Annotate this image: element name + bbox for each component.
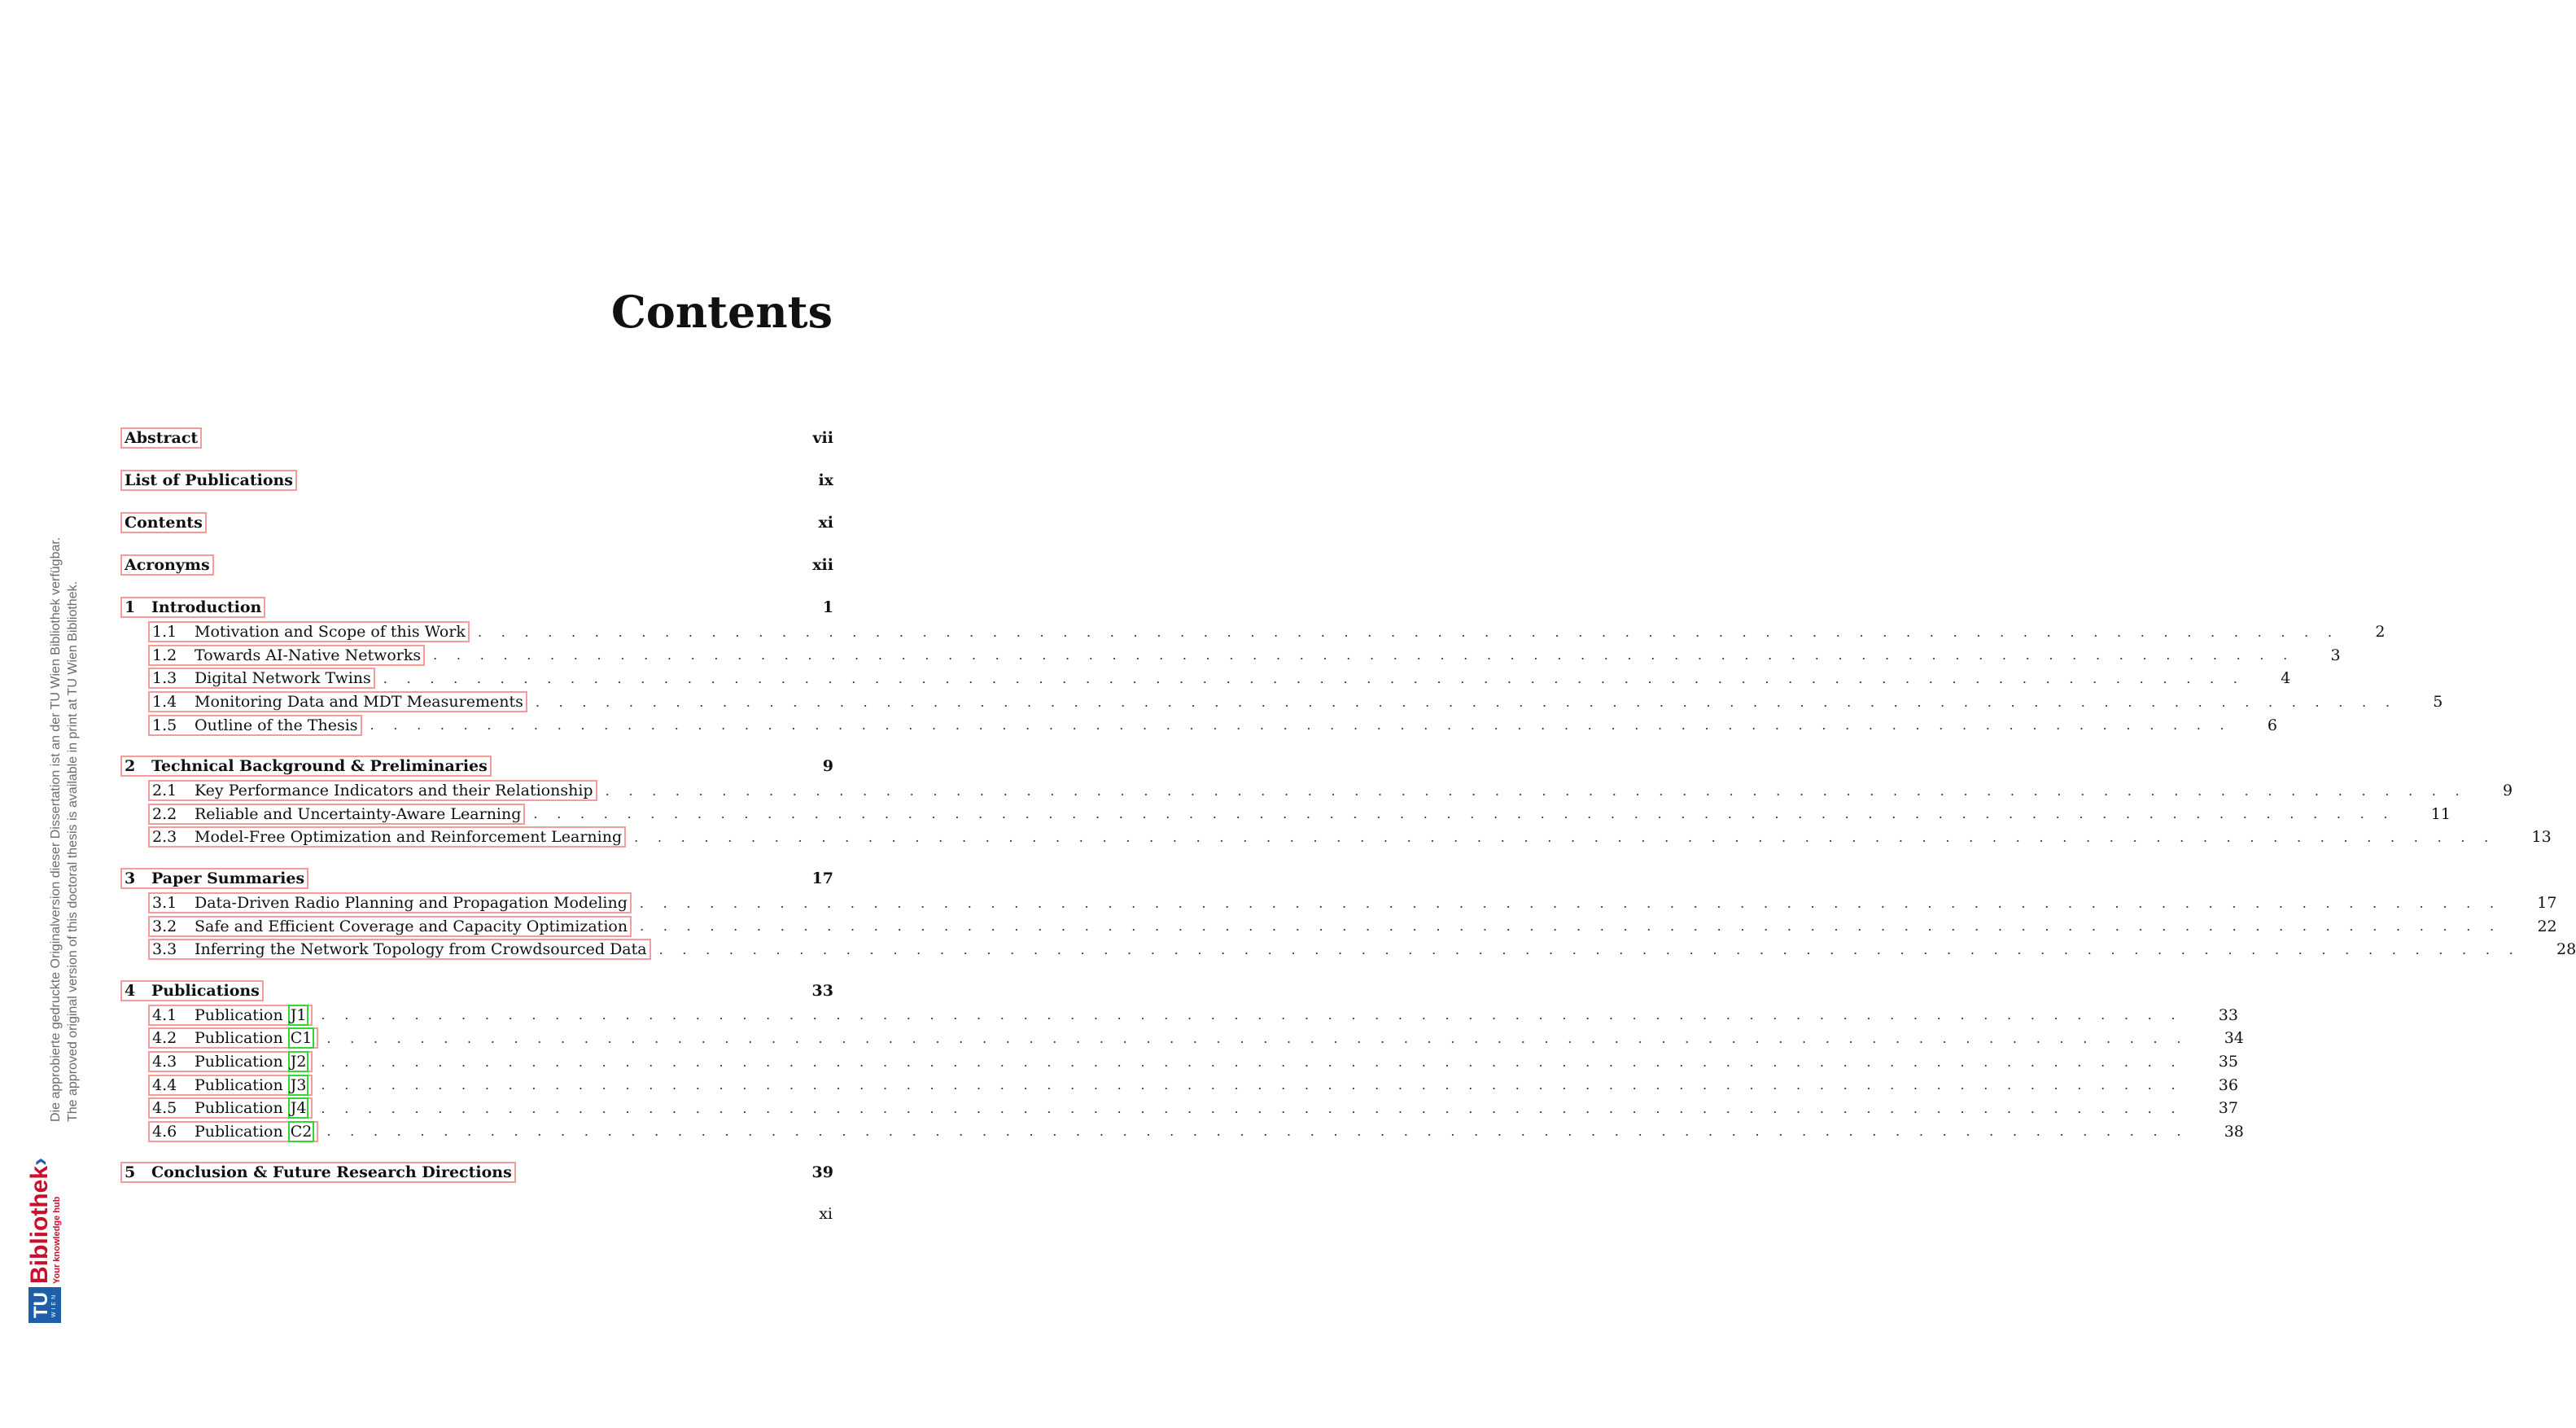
section-title: Digital Network Twins	[195, 669, 371, 688]
toc-entry	[120, 552, 833, 578]
section-number: 1.1	[152, 623, 177, 642]
table-of-contents	[120, 425, 2576, 1202]
section-title: Safe and Efficient Coverage and Capacity Optimization	[195, 917, 628, 935]
leader-dots: . . . . . . . . . . . . . . . . . . . . . . . . . . . . . . . . . . . . . . . . . . . . . . . . . . . . . . . . . . . . . . . . . . . . . . . . . . . . . . . .	[433, 647, 2295, 664]
leader-dots: . . . . . . . . . . . . . . . . . . . . . . . . . . . . . . . . . . . . . . . . . . . . . . . . . . . . . . . . . . . . . . . . . . . . . . . . . . . . . . . .	[639, 895, 2502, 911]
toc-section	[120, 690, 2443, 714]
page-title: Contents	[610, 286, 833, 338]
section-number: 4.2	[152, 1029, 177, 1048]
section-number: 2.3	[152, 828, 177, 847]
toc-chapter-heading	[120, 594, 833, 620]
toc-page-number: vii	[812, 429, 833, 447]
toc-page-number: 17	[2537, 894, 2557, 913]
toc-section	[120, 1050, 2238, 1074]
section-title: Data-Driven Radio Planning and Propagation Modeling	[195, 894, 628, 913]
section-title: Key Performance Indicators and their Relationship	[195, 782, 593, 800]
tu-logo-letters: TU	[29, 1292, 52, 1318]
tu-logo-mark	[28, 1287, 61, 1323]
toc-section	[120, 1073, 2238, 1097]
leader-dots: . . . . . . . . . . . . . . . . . . . . . . . . . . . . . . . . . . . . . . . . . . . . . . . . . . . . . . . . . . . . . . . . . . . . . . . . . . . . . . . .	[321, 1053, 2183, 1070]
section-number: 1.5	[152, 716, 177, 734]
leader-dots: . . . . . . . . . . . . . . . . . . . . . . . . . . . . . . . . . . . . . . . . . . . . . . . . . . . . . . . . . . . . . . . . . . . . . . . . . . . . . . . .	[640, 918, 2502, 935]
toc-link[interactable]: Contents	[120, 512, 207, 533]
chapter-number: 5	[125, 1163, 136, 1182]
chapter-title: Conclusion & Future Research Directions	[151, 1163, 512, 1182]
toc-section	[120, 620, 2386, 644]
toc-page-number: 33	[811, 981, 833, 1000]
toc-page-number: 22	[2537, 917, 2557, 935]
section-title: Publication	[195, 1053, 283, 1071]
leader-dots: . . . . . . . . . . . . . . . . . . . . . . . . . . . . . . . . . . . . . . . . . . . . . . . . . . . . . . . . . . . . . . . . . . . . . . . . . . . . . . . .	[477, 624, 2340, 640]
toc-link[interactable]	[148, 645, 425, 666]
toc-section	[120, 1120, 2244, 1144]
section-number: 4.4	[152, 1075, 177, 1094]
toc-link[interactable]	[120, 980, 264, 1001]
leader-dots: . . . . . . . . . . . . . . . . . . . . . . . . . . . . . . . . . . . . . . . . . . . . . . . . . . . . . . . . . . . . . . . . . . . . . . . . . . . . . . . .	[321, 1100, 2183, 1116]
leader-dots: . . . . . . . . . . . . . . . . . . . . . . . . . . . . . . . . . . . . . . . . . . . . . . . . . . . . . . . . . . . . . . . . . . . . . . . . . . . . . . . .	[326, 1030, 2189, 1046]
toc-chapter-heading	[120, 1159, 833, 1185]
toc-link[interactable]	[120, 756, 492, 777]
toc-page-number: xi	[818, 514, 833, 532]
toc-entry	[120, 510, 833, 536]
toc-page-number: xii	[812, 556, 833, 574]
citation-link[interactable]: J3	[288, 1075, 309, 1096]
leader-dots: . . . . . . . . . . . . . . . . . . . . . . . . . . . . . . . . . . . . . . . . . . . . . . . . . . . . . . . . . . . . . . . . . . . . . . . . . . . . . . . .	[383, 670, 2246, 686]
toc-page-number: 5	[2433, 693, 2443, 712]
toc-chapter	[120, 865, 2576, 961]
toc-link[interactable]	[148, 668, 375, 689]
toc-section	[120, 1004, 2238, 1027]
toc-link[interactable]	[148, 1027, 318, 1049]
toc-section	[120, 826, 2552, 849]
toc-page-number: 37	[2218, 1099, 2238, 1118]
toc-section	[120, 914, 2557, 938]
toc-link[interactable]	[148, 715, 362, 736]
toc-page-number: 39	[811, 1163, 833, 1182]
section-title: Publication	[195, 1029, 283, 1048]
toc-page-number: 3	[2330, 646, 2341, 664]
section-number: 3.1	[152, 894, 177, 913]
toc-page-number: 34	[2224, 1029, 2244, 1048]
chapter-title: Publications	[151, 981, 260, 1000]
toc-page-number: ix	[818, 471, 833, 489]
toc-page-number: 33	[2218, 1005, 2238, 1024]
section-number: 3.3	[152, 940, 177, 959]
section-number: 1.3	[152, 669, 177, 688]
chapter-number: 4	[125, 981, 136, 1000]
leader-dots: . . . . . . . . . . . . . . . . . . . . . . . . . . . . . . . . . . . . . . . . . . . . . . . . . . . . . . . . . . . . . . . . . . . . . . . . . . . . . . . .	[535, 694, 2398, 710]
toc-link[interactable]	[148, 1075, 313, 1096]
toc-chapter-heading	[120, 865, 833, 891]
chevron-right-icon: ›	[26, 1157, 53, 1166]
toc-section	[120, 1097, 2238, 1120]
toc-page-number: 38	[2224, 1122, 2244, 1141]
section-title: Monitoring Data and MDT Measurements	[195, 693, 523, 712]
chapter-number: 3	[125, 869, 136, 887]
leader-dots: . . . . . . . . . . . . . . . . . . . . . . . . . . . . . . . . . . . . . . . . . . . . . . . . . . . . . . . . . . . . . . . . . . . . . . . . . . . . . . . .	[533, 806, 2395, 822]
leader-dots: . . . . . . . . . . . . . . . . . . . . . . . . . . . . . . . . . . . . . . . . . . . . . . . . . . . . . . . . . . . . . . . . . . . . . . . . . . . . . . . .	[321, 1077, 2183, 1093]
leader-dots: . . . . . . . . . . . . . . . . . . . . . . . . . . . . . . . . . . . . . . . . . . . . . . . . . . . . . . . . . . . . . . . . . . . . . . . . . . . . . . . .	[370, 717, 2232, 734]
toc-link[interactable]	[148, 1051, 313, 1072]
page-number: xi	[819, 1205, 833, 1223]
toc-page-number: 36	[2218, 1075, 2238, 1094]
toc-link[interactable]	[148, 1097, 313, 1119]
tu-logo-wien: WIEN	[50, 1292, 57, 1318]
toc-page-number: 9	[822, 756, 833, 775]
toc-chapter	[120, 594, 2443, 737]
toc-section	[120, 938, 2576, 961]
section-title: Motivation and Scope of this Work	[195, 623, 466, 642]
toc-chapter	[120, 1159, 833, 1185]
toc-page-number: 13	[2531, 828, 2552, 847]
toc-page-number: 17	[811, 869, 833, 887]
section-number: 1.4	[152, 693, 177, 712]
section-title: Outline of the Thesis	[195, 716, 358, 734]
section-number: 4.3	[152, 1053, 177, 1071]
toc-link[interactable]	[148, 804, 525, 825]
toc-link[interactable]: Acronyms	[120, 554, 214, 576]
library-notice	[47, 537, 81, 1122]
section-number: 3.2	[152, 917, 177, 935]
leader-dots: . . . . . . . . . . . . . . . . . . . . . . . . . . . . . . . . . . . . . . . . . . . . . . . . . . . . . . . . . . . . . . . . . . . . . . . . . . . . . . . .	[605, 782, 2467, 799]
toc-link[interactable]	[148, 916, 632, 937]
toc-link[interactable]	[148, 621, 470, 642]
toc-link[interactable]	[148, 780, 597, 801]
library-notice-german: Die approbierte gedruckte Originalversion dieser Dissertation ist an der TU Wien Bibliothek verfügbar.	[49, 537, 63, 1122]
leader-dots: . . . . . . . . . . . . . . . . . . . . . . . . . . . . . . . . . . . . . . . . . . . . . . . . . . . . . . . . . . . . . . . . . . . . . . . . . . . . . . . .	[658, 941, 2521, 957]
section-number: 4.1	[152, 1005, 177, 1024]
section-title: Publication	[195, 1122, 283, 1141]
toc-link[interactable]	[120, 868, 308, 889]
section-title: Publication	[195, 1075, 283, 1094]
toc-link[interactable]	[120, 597, 265, 618]
toc-section	[120, 1027, 2244, 1050]
toc-page-number: 9	[2502, 782, 2513, 800]
toc-page-number: 6	[2267, 716, 2277, 734]
toc-entry	[120, 425, 833, 451]
toc-link[interactable]	[148, 892, 632, 913]
toc-page-number: 4	[2281, 669, 2291, 688]
section-title: Towards AI-Native Networks	[195, 646, 422, 664]
toc-page-number: 11	[2430, 804, 2451, 823]
toc-page-number: 1	[822, 598, 833, 616]
citation-link[interactable]: C1	[288, 1027, 315, 1049]
leader-dots: . . . . . . . . . . . . . . . . . . . . . . . . . . . . . . . . . . . . . . . . . . . . . . . . . . . . . . . . . . . . . . . . . . . . . . . . . . . . . . . .	[321, 1007, 2183, 1023]
section-title: Publication	[195, 1005, 283, 1024]
chapter-title: Introduction	[151, 598, 262, 616]
citation-link[interactable]: J4	[288, 1097, 309, 1119]
section-title: Model-Free Optimization and Reinforcement Learning	[195, 828, 623, 847]
toc-page-number: 28	[2556, 940, 2576, 959]
chapter-title: Technical Background & Preliminaries	[151, 756, 488, 775]
leader-dots: . . . . . . . . . . . . . . . . . . . . . . . . . . . . . . . . . . . . . . . . . . . . . . . . . . . . . . . . . . . . . . . . . . . . . . . . . . . . . . . .	[634, 829, 2496, 845]
toc-link[interactable]	[148, 939, 651, 960]
toc-link[interactable]: List of Publications	[120, 470, 297, 491]
chapter-number: 2	[125, 756, 136, 775]
bibliothek-wordmark: Bibliothek	[26, 1165, 53, 1284]
toc-link[interactable]	[148, 1121, 318, 1142]
toc-section	[120, 644, 2341, 668]
toc-chapter-heading	[120, 753, 833, 779]
leader-dots: . . . . . . . . . . . . . . . . . . . . . . . . . . . . . . . . . . . . . . . . . . . . . . . . . . . . . . . . . . . . . . . . . . . . . . . . . . . . . . . .	[326, 1124, 2189, 1140]
toc-chapter-heading	[120, 978, 833, 1004]
chapter-title: Paper Summaries	[151, 869, 305, 887]
toc-chapter	[120, 978, 2244, 1144]
section-number: 2.2	[152, 804, 177, 823]
toc-page-number: 35	[2218, 1053, 2238, 1071]
toc-link[interactable]	[148, 691, 527, 712]
bibliothek-tagline: Your knowledge hub	[52, 1196, 62, 1284]
section-number: 4.5	[152, 1099, 177, 1118]
toc-link[interactable]	[120, 1162, 516, 1183]
toc-chapter	[120, 753, 2552, 849]
citation-link[interactable]: J2	[288, 1051, 309, 1072]
toc-link[interactable]	[148, 826, 626, 848]
toc-link[interactable]: Abstract	[120, 427, 202, 449]
section-title: Reliable and Uncertainty-Aware Learning	[195, 804, 522, 823]
toc-section	[120, 713, 2277, 737]
library-notice-english: The approved original version of this doctoral thesis is available in print at TU Wien Bibliothek.	[66, 580, 80, 1122]
toc-entry	[120, 467, 833, 493]
chapter-number: 1	[125, 598, 136, 616]
toc-page-number: 2	[2375, 623, 2386, 642]
section-number: 1.2	[152, 646, 177, 664]
toc-section	[120, 667, 2291, 690]
toc-section	[120, 891, 2557, 915]
section-number: 2.1	[152, 782, 177, 800]
section-title: Inferring the Network Topology from Crowdsourced Data	[195, 940, 647, 959]
citation-link[interactable]: J1	[288, 1005, 309, 1026]
citation-link[interactable]: C2	[288, 1121, 315, 1142]
section-number: 4.6	[152, 1122, 177, 1141]
section-title: Publication	[195, 1099, 283, 1118]
toc-link[interactable]	[148, 1005, 313, 1026]
toc-section	[120, 779, 2513, 803]
tu-wien-bibliothek-logo	[24, 1128, 65, 1323]
toc-section	[120, 803, 2451, 826]
